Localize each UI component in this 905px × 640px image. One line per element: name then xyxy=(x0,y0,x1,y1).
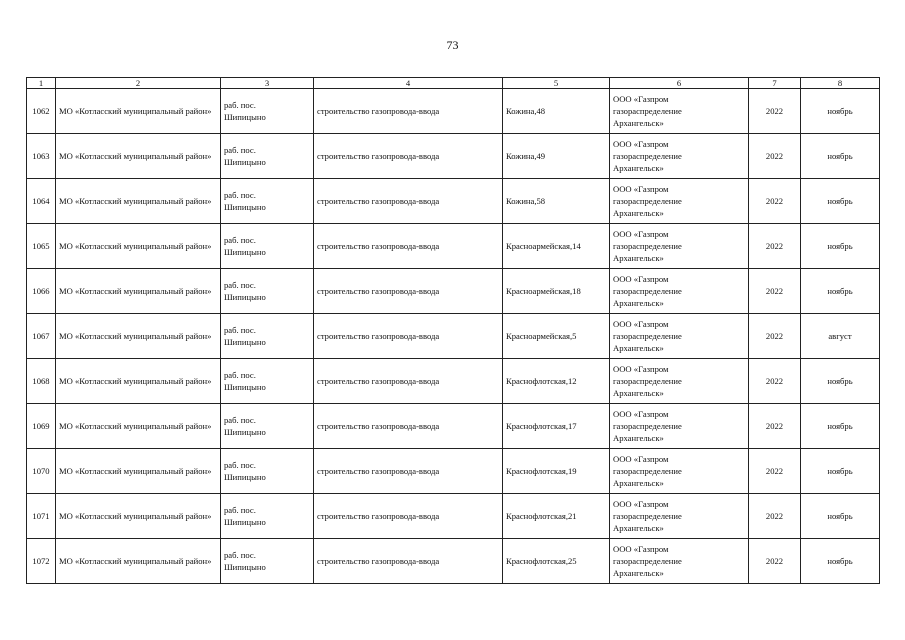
municipality-cell: МО «Котласский муниципальный район» xyxy=(56,359,221,404)
organization-cell: ООО «Газпром газораспределение Архангельск» xyxy=(610,89,749,134)
municipality-cell: МО «Котласский муниципальный район» xyxy=(56,134,221,179)
year-cell: 2022 xyxy=(749,449,801,494)
month-cell: ноябрь xyxy=(801,179,880,224)
municipality-cell: МО «Котласский муниципальный район» xyxy=(56,449,221,494)
municipality-cell: МО «Котласский муниципальный район» xyxy=(56,269,221,314)
year-cell: 2022 xyxy=(749,359,801,404)
year-cell: 2022 xyxy=(749,314,801,359)
row-number: 1072 xyxy=(27,539,56,584)
address-cell: Краснофлотская,17 xyxy=(503,404,610,449)
table-header-row xyxy=(27,78,880,89)
month-cell: ноябрь xyxy=(801,134,880,179)
table-row xyxy=(27,494,880,539)
organization-cell: ООО «Газпром газораспределение Архангельск» xyxy=(610,404,749,449)
column-header: 5 xyxy=(503,78,610,89)
address-cell: Краснофлотская,12 xyxy=(503,359,610,404)
address-cell: Кожина,48 xyxy=(503,89,610,134)
row-number: 1064 xyxy=(27,179,56,224)
table-body xyxy=(27,89,880,584)
organization-cell: ООО «Газпром газораспределение Архангельск» xyxy=(610,314,749,359)
year-cell: 2022 xyxy=(749,179,801,224)
column-header: 1 xyxy=(27,78,56,89)
settlement-cell: раб. пос. Шипицыно xyxy=(221,359,314,404)
municipality-cell: МО «Котласский муниципальный район» xyxy=(56,314,221,359)
work-type-cell: строительство газопровода-ввода xyxy=(314,224,503,269)
table-row xyxy=(27,89,880,134)
organization-cell: ООО «Газпром газораспределение Архангельск» xyxy=(610,179,749,224)
municipality-cell: МО «Котласский муниципальный район» xyxy=(56,224,221,269)
table-row xyxy=(27,314,880,359)
work-type-cell: строительство газопровода-ввода xyxy=(314,179,503,224)
table-row xyxy=(27,134,880,179)
month-cell: ноябрь xyxy=(801,539,880,584)
organization-cell: ООО «Газпром газораспределение Архангельск» xyxy=(610,134,749,179)
year-cell: 2022 xyxy=(749,539,801,584)
year-cell: 2022 xyxy=(749,494,801,539)
address-cell: Кожина,58 xyxy=(503,179,610,224)
municipality-cell: МО «Котласский муниципальный район» xyxy=(56,404,221,449)
settlement-cell: раб. пос. Шипицыно xyxy=(221,134,314,179)
column-header: 6 xyxy=(610,78,749,89)
table-row xyxy=(27,269,880,314)
organization-cell: ООО «Газпром газораспределение Архангельск» xyxy=(610,269,749,314)
row-number: 1063 xyxy=(27,134,56,179)
organization-cell: ООО «Газпром газораспределение Архангельск» xyxy=(610,449,749,494)
organization-cell: ООО «Газпром газораспределение Архангельск» xyxy=(610,224,749,269)
month-cell: ноябрь xyxy=(801,269,880,314)
month-cell: ноябрь xyxy=(801,494,880,539)
year-cell: 2022 xyxy=(749,224,801,269)
row-number: 1065 xyxy=(27,224,56,269)
year-cell: 2022 xyxy=(749,89,801,134)
table-row xyxy=(27,449,880,494)
address-cell: Красноармейская,14 xyxy=(503,224,610,269)
column-header: 7 xyxy=(749,78,801,89)
organization-cell: ООО «Газпром газораспределение Архангельск» xyxy=(610,359,749,404)
work-type-cell: строительство газопровода-ввода xyxy=(314,314,503,359)
work-type-cell: строительство газопровода-ввода xyxy=(314,269,503,314)
column-header: 4 xyxy=(314,78,503,89)
municipality-cell: МО «Котласский муниципальный район» xyxy=(56,89,221,134)
month-cell: август xyxy=(801,314,880,359)
address-cell: Красноармейская,5 xyxy=(503,314,610,359)
row-number: 1067 xyxy=(27,314,56,359)
settlement-cell: раб. пос. Шипицыно xyxy=(221,404,314,449)
settlement-cell: раб. пос. Шипицыно xyxy=(221,89,314,134)
year-cell: 2022 xyxy=(749,404,801,449)
row-number: 1066 xyxy=(27,269,56,314)
settlement-cell: раб. пос. Шипицыно xyxy=(221,494,314,539)
work-type-cell: строительство газопровода-ввода xyxy=(314,404,503,449)
work-type-cell: строительство газопровода-ввода xyxy=(314,539,503,584)
work-type-cell: строительство газопровода-ввода xyxy=(314,449,503,494)
year-cell: 2022 xyxy=(749,134,801,179)
settlement-cell: раб. пос. Шипицыно xyxy=(221,314,314,359)
month-cell: ноябрь xyxy=(801,404,880,449)
month-cell: ноябрь xyxy=(801,449,880,494)
table-row xyxy=(27,359,880,404)
settlement-cell: раб. пос. Шипицыно xyxy=(221,179,314,224)
month-cell: ноябрь xyxy=(801,89,880,134)
row-number: 1069 xyxy=(27,404,56,449)
municipality-cell: МО «Котласский муниципальный район» xyxy=(56,539,221,584)
municipality-cell: МО «Котласский муниципальный район» xyxy=(56,494,221,539)
address-cell: Краснофлотская,25 xyxy=(503,539,610,584)
column-header: 3 xyxy=(221,78,314,89)
address-cell: Краснофлотская,21 xyxy=(503,494,610,539)
settlement-cell: раб. пос. Шипицыно xyxy=(221,269,314,314)
table-row xyxy=(27,179,880,224)
work-type-cell: строительство газопровода-ввода xyxy=(314,89,503,134)
column-header: 8 xyxy=(801,78,880,89)
organization-cell: ООО «Газпром газораспределение Архангельск» xyxy=(610,539,749,584)
table-row xyxy=(27,404,880,449)
address-cell: Краснофлотская,19 xyxy=(503,449,610,494)
row-number: 1071 xyxy=(27,494,56,539)
month-cell: ноябрь xyxy=(801,359,880,404)
table-row xyxy=(27,539,880,584)
row-number: 1062 xyxy=(27,89,56,134)
municipality-cell: МО «Котласский муниципальный район» xyxy=(56,179,221,224)
column-header: 2 xyxy=(56,78,221,89)
work-type-cell: строительство газопровода-ввода xyxy=(314,134,503,179)
address-cell: Красноармейская,18 xyxy=(503,269,610,314)
organization-cell: ООО «Газпром газораспределение Архангельск» xyxy=(610,494,749,539)
row-number: 1068 xyxy=(27,359,56,404)
year-cell: 2022 xyxy=(749,269,801,314)
table-row xyxy=(27,224,880,269)
month-cell: ноябрь xyxy=(801,224,880,269)
settlement-cell: раб. пос. Шипицыно xyxy=(221,224,314,269)
address-cell: Кожина,49 xyxy=(503,134,610,179)
settlement-cell: раб. пос. Шипицыно xyxy=(221,539,314,584)
gas-works-table xyxy=(26,77,880,584)
work-type-cell: строительство газопровода-ввода xyxy=(314,359,503,404)
settlement-cell: раб. пос. Шипицыно xyxy=(221,449,314,494)
work-type-cell: строительство газопровода-ввода xyxy=(314,494,503,539)
row-number: 1070 xyxy=(27,449,56,494)
page-number: 73 xyxy=(446,38,459,52)
